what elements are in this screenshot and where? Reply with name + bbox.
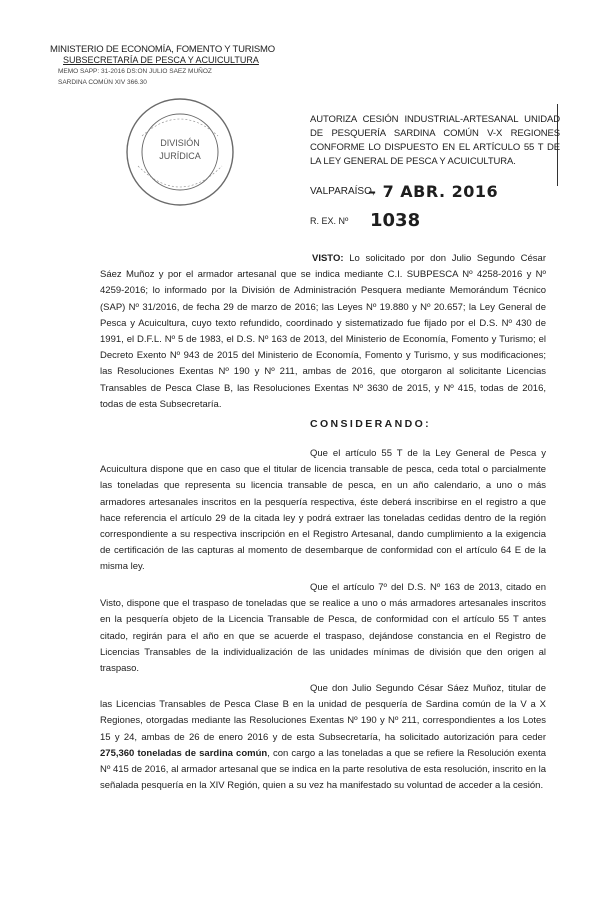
file-reference: SARDINA COMÚN XIV 366.30 — [58, 79, 147, 86]
seal-text-2: JURÍDICA — [159, 151, 201, 161]
tonnage-highlight: 275,360 toneladas de sardina común — [100, 747, 268, 759]
visto-paragraph — [100, 251, 546, 413]
considerando-paragraph-3 — [100, 681, 546, 794]
place-label: VALPARAÍSO, — [310, 186, 375, 197]
subsecretariat-name: SUBSECRETARÍA DE PESCA Y ACUICULTURA — [63, 55, 259, 65]
memo-reference: MEMO SAPP: 31-2016 DS:ON JULIO SAEZ MUÑOZ — [58, 68, 212, 75]
considerando-paragraph-1: Que el artículo 55 T de la Ley General de Pesca y Acuicultura dispone que en caso que el titular de licencia transable de pesca, ceda total o parcialmente las toneladas que representa su licencia transable de pesca, en un año calendario, a uno o más armadores artesanales inscritos en la pesquería respectiva, éste deberá inscribirse en el registro a que hace referencia el artículo 29 de la citada ley y podrá extraer las toneladas cedidas dentro de la región correspondiente a su respectiva inscripción en el Registro Artesanal, dando cumplimiento a la exigencia de certificación de las capturas al momento de desembarque de conformidad con el artículo 64 E de la misma ley. — [100, 448, 546, 573]
letterhead — [50, 44, 290, 88]
resolution-number: 1038 — [370, 210, 421, 231]
considerando-heading: CONSIDERANDO: — [310, 418, 432, 430]
legal-division-seal — [124, 96, 236, 208]
resolution-label: R. EX. Nº — [310, 216, 349, 226]
document-title: AUTORIZA CESIÓN INDUSTRIAL-ARTESANAL UNIDAD DE PESQUERÍA SARDINA COMÚN V-X REGIONES CONFORME LO DISPUESTO EN EL ARTÍCULO 55 T DE LA LEY GENERAL DE PESCA Y ACUICULTURA. — [310, 114, 560, 167]
visto-text: Lo solicitado por don Julio Segundo César Sáez Muñoz y por el armador artesanal que se indica mediante C.I. SUBPESCA Nº 4258-2016 y Nº 4259-2016; lo informado por la División de Administración Pesquera mediante Memorándum Técnico (SAP) Nº 31/2016, de fecha 29 de marzo de 2016; las Leyes Nº 19.880 y Nº 20.657; la Ley General de Pesca y Acuicultura, cuyo texto refundido, coordinado y sistematizado fue fijado por el D.S. Nº 430 de 1991, el D.F.L. Nº 5 de 1983, el D.S. Nº 163 de 2013, del Ministerio de Economía, Fomento y Turismo; el Decreto Exento Nº 943 de 2015 del Ministerio de Economía, Fomento y Turismo, y sus modificaciones; las Resoluciones Exentas Nº 190 y Nº 211, ambas de 2016, que otorgaron al solicitante Licencias Transables de Pesca Clase B, las Resoluciones Exentas Nº 3630 de 2015, y Nº 415, todas de 2016, todas de esta Subsecretaría. — [100, 253, 546, 410]
date-stamp: – 7 ABR. 2016 — [368, 182, 499, 201]
seal-text-1: DIVISIÓN — [160, 138, 200, 148]
ministry-name: MINISTERIO DE ECONOMÍA, FOMENTO Y TURISMO — [50, 44, 275, 55]
visto-label: VISTO: — [312, 253, 344, 264]
paragraph-3-text-a: Que don Julio Segundo César Sáez Muñoz, titular de las Licencias Transables de Pesca Clase B en la unidad de pesquería de Sardina común de la V a X Regiones, otorgadas mediante las Resoluciones Exentas Nº 190 y Nº 211, correspondientes a los Lotes 15 y 24, ambas de 26 de enero 2016 y de esta Subsecretaría, ha solicitado autorización para ceder — [100, 683, 546, 743]
considerando-paragraph-2: Que el artículo 7º del D.S. Nº 163 de 2013, citado en Visto, dispone que el traspaso de toneladas que se realice a uno o más armadores artesanales inscritos en la pesquería objeto de la Licencia Transable de Pesca, de conformidad con el artículo 55 T antes citado, regirán para el año en que se acuerde el traspaso, dejándose constancia en el Registro de Licencias Transables de la individualización de las unidades mínimas de división que den origen al traspaso. — [100, 582, 546, 675]
paragraph-3-text-b: , con cargo a las toneladas a que se refiere la Resolución exenta Nº 415 de 2016, al armador artesanal que se indica en la parte resolutiva de esta resolución, inscrito en la señalada pesquería en la XIV Región, quien a su vez ha manifestado su voluntad de acceder a la cesión. — [100, 747, 547, 792]
